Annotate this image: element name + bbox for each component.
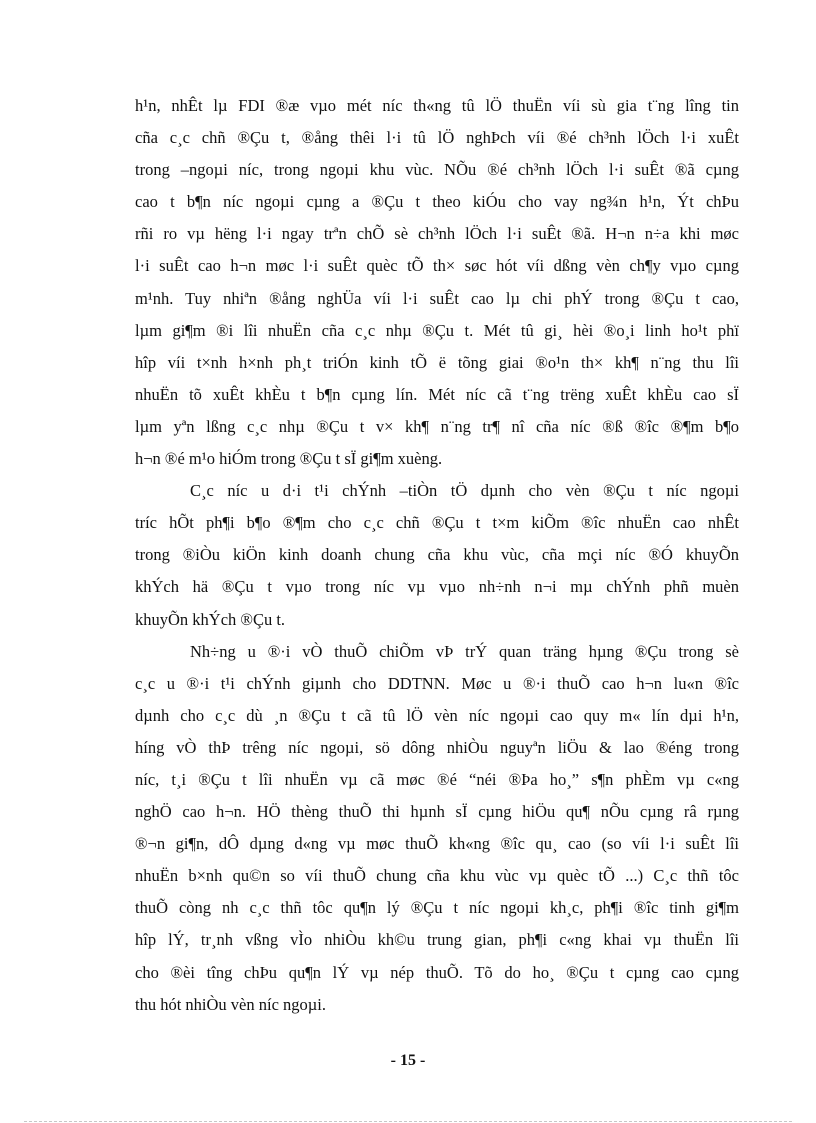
- text-line: lµm gi¶m ®i lîi nhuËn cña c¸c nhµ ®Çu t. Mét tû gi¸ hèi ®o¸i linh ho¹t phï: [135, 320, 739, 340]
- text-line: trong –ngoµi níc, trong ngoµi khu vùc. NÕu ®é ch³nh lÖch l·i suÊt ®ã cµng: [135, 160, 739, 180]
- text-line: c¸c u ®·i t¹i chÝnh giµnh cho DDTNN. Møc u ®·i thuÕ cao h¬n lu«n ®îc: [135, 673, 739, 693]
- text-line: thuÕ còng nh c¸c thñ tôc qu¶n lý ®Çu t níc ngoµi kh¸c, ph¶i ®îc tinh gi¶m: [135, 898, 739, 918]
- text-line: dµnh cho c¸c dù ¸n ®Çu t cã tû lÖ vèn níc ngoµi cao quy m« lín dµi h¹n,: [135, 705, 739, 725]
- paragraph-2: [135, 475, 739, 635]
- text-line: C¸c níc u d·i t¹i chÝnh –tiÒn tÖ dµnh cho vèn ®Çu t níc ngoµi: [190, 481, 739, 501]
- text-line: l·i suÊt cao h¬n møc l·i suÊt quèc tÕ th× søc hót víi dßng vèn ch¶y vµo cµng: [135, 256, 739, 276]
- body-text: [135, 90, 739, 1021]
- page-bottom-divider: [24, 1121, 792, 1122]
- text-line: nhuËn b×nh qu©n so víi thuÕ chung cña khu vùc vµ quèc tÕ ...) C¸c thñ tôc: [135, 866, 739, 886]
- text-line: khÝch hä ®Çu t vµo trong níc vµ vµo nh÷nh n¬i mµ chÝnh phñ muèn: [135, 577, 739, 597]
- text-line: lµm yªn lßng c¸c nhµ ®Çu t v× kh¶ n¨ng tr¶ nî cña níc ®ß ®îc ®¶m b¶o: [135, 416, 739, 436]
- text-line: m¹nh. Tuy nhiªn ®ång nghÜa víi l·i suÊt cao lµ chi phÝ trong ®Çu t cao,: [135, 288, 739, 308]
- page-number: - 15 -: [390, 1052, 426, 1069]
- text-line: cña c¸c chñ ®Çu t, ®ång thêi l·i tû lÖ nghÞch víi ®é ch³nh lÖch l·i xuÊt: [135, 128, 739, 148]
- paragraph-1: [135, 90, 739, 475]
- text-line: níc, t¸i ®Çu t lîi nhuËn vµ cã møc ®é “néi ®Þa ho¸” s¶n phÈm vµ c«ng: [135, 769, 739, 789]
- text-line: ®¬n gi¶n, dÔ dµng d«ng vµ møc thuÕ kh«ng ®îc qu¸ cao (so víi l·i suÊt lîi: [135, 834, 739, 854]
- text-line: thu hót nhiÒu vèn níc ngoµi.: [135, 994, 326, 1014]
- paragraph-3: [135, 636, 739, 1021]
- text-line: hîp lÝ, tr¸nh vßng vÌo nhiÒu kh©u trung gian, ph¶i c«ng khai vµ thuËn lîi: [135, 930, 739, 950]
- text-line: nhuËn tõ xuÊt khÈu t b¶n cµng lín. Mét níc cã t¨ng trëng xuÊt khÈu cao sÏ: [135, 384, 739, 404]
- text-line: híng vÒ thÞ trêng níc ngoµi, sö dông nhiÒu nguyªn liÖu & lao ®éng trong: [135, 737, 739, 757]
- text-line: cao t b¶n níc ngoµi cµng a ®Çu t theo kiÓu cho vay ng¾n h¹n, Ýt chÞu: [135, 192, 739, 212]
- text-line: khuyÕn khÝch ®Çu t.: [135, 609, 286, 629]
- text-line: rñi ro vµ hëng l·i ngay trªn chÕ sè ch³nh lÖch l·i suÊt ®ã. H¬n n÷a khi møc: [135, 224, 739, 244]
- text-line: tríc hÕt ph¶i b¶o ®¶m cho c¸c chñ ®Çu t t×m kiÕm ®îc nhuËn cao nhÊt: [135, 513, 739, 533]
- text-line: hîp víi t×nh h×nh ph¸t triÓn kinh tÕ ë tõng giai ®o¹n th× kh¶ n¨ng thu lîi: [135, 352, 739, 372]
- text-line: h¹n, nhÊt lµ FDI ®æ vµo mét níc th«ng tû lÖ thuËn víi sù gia t¨ng lîng tin: [135, 96, 739, 115]
- text-line: nghÖ cao h¬n. HÖ thèng thuÕ thi hµnh sÏ cµng hiÖu qu¶ nÕu cµng râ rµng: [135, 802, 739, 822]
- text-line: h¬n ®é m¹o hiÓm trong ®Çu t sÏ gi¶m xuèng.: [135, 449, 443, 469]
- text-line: Nh÷ng u ®·i vÒ thuÕ chiÕm vÞ trÝ quan träng hµng ®Çu trong sè: [190, 641, 739, 661]
- text-line: trong ®iÒu kiÖn kinh doanh chung cña khu vùc, cña mçi níc ®Ó khuyÕn: [135, 545, 739, 565]
- text-line: cho ®èi tîng chÞu qu¶n lÝ vµ nép thuÕ. Tõ do ho¸ ®Çu t cµng cao cµng: [135, 962, 739, 982]
